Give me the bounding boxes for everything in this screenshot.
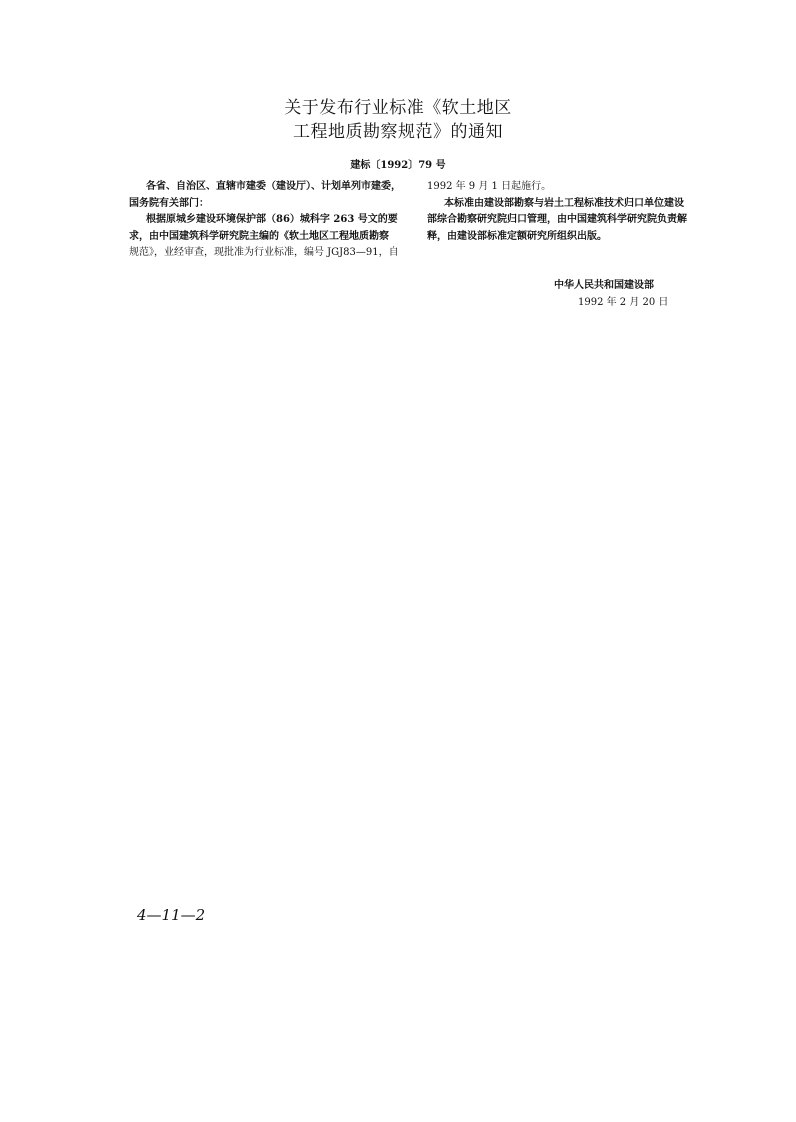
- notice-title-line-2: 工程地质勘察规范》的通知: [293, 122, 503, 142]
- body-line: 1992 年 9 月 1 日起施行。: [427, 181, 552, 192]
- page-number: 4—11—2: [137, 906, 206, 924]
- body-line: 根据原城乡建设环境保护部（86）城科字 263 号文的要: [146, 214, 398, 225]
- signature-date: 1992 年 2 月 20 日: [578, 297, 669, 308]
- body-line: 规范》，业经审查，现批准为行业标准，编号 JGJ83—91，自: [129, 247, 399, 258]
- body-line: 求，由中国建筑科学研究院主编的《软土地区工程地质勘察: [129, 231, 389, 242]
- body-line: 释，由建设部标准定额研究所组织出版。: [427, 231, 607, 242]
- body-line: 部综合勘察研究院归口管理，由中国建筑科学研究院负责解: [427, 214, 687, 225]
- addressee-line: 各省、自治区、直辖市建委（建设厅）、计划单列市建委，: [146, 181, 401, 192]
- addressee-line: 国务院有关部门：: [129, 198, 209, 209]
- notice-title-line-1: 关于发布行业标准《软土地区: [284, 98, 512, 118]
- document-number: 建标〔1992〕79 号: [350, 160, 446, 171]
- signature-organization: 中华人民共和国建设部: [554, 280, 654, 291]
- body-line: 本标准由建设部勘察与岩土工程标准技术归口单位建设: [444, 198, 684, 209]
